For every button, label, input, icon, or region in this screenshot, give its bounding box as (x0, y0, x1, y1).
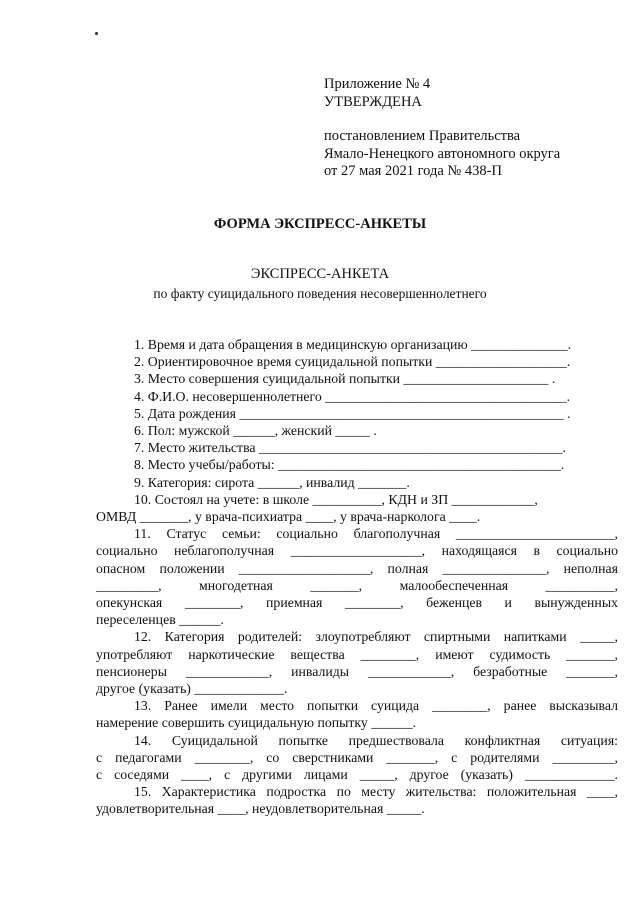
item-12: 12. Категория родителей: злоупотребляют спиртными напитками _____, (134, 629, 618, 645)
item-11-cont-4: опекунская ________, приемная ________, беженцев и вынужденных (96, 595, 618, 611)
item-8: 8. Место учебы/работы: _________________________________________. (134, 457, 565, 473)
item-12-cont-1: употребляют наркотические вещества ________, имеют судимость _______, (96, 646, 618, 662)
approved-label: УТВЕРЖДЕНА (324, 93, 422, 110)
item-11-cont-3: _________, многодетная _______, малообеспеченная __________, (96, 577, 618, 593)
item-12-cont-2: пенсионеры ____________, инвалиды ____________, безработные _______, (96, 663, 618, 679)
item-5: 5. Дата рождения _______________________________________________ . (134, 405, 571, 421)
item-11-cont-5: переселенцев ______. (96, 612, 224, 628)
survey-title: ЭКСПРЕСС-АНКЕТА (250, 266, 390, 282)
item-10-cont: ОМВД _______, у врача-психиатра ____, у врача-нарколога ____. (96, 509, 481, 525)
item-2: 2. Ориентировочное время суицидальной попытки ___________________. (134, 354, 571, 370)
item-1: 1. Время и дата обращения в медицинскую организацию ______________. (134, 337, 572, 352)
form-title: ФОРМА ЭКСПРЕСС-АНКЕТЫ (213, 216, 427, 232)
item-13-cont: намерение совершить суицидальную попытку ______. (96, 715, 417, 731)
item-7: 7. Место жительства ____________________________________________. (134, 440, 566, 456)
scan-speck (95, 32, 98, 35)
item-11-cont-2: опасном положении ___________________, полная _______________, неполная (96, 560, 618, 576)
item-6: 6. Пол: мужской ______, женский _____ . (134, 423, 377, 439)
decree-line-2: Ямало-Ненецкого автономного округа (324, 145, 561, 162)
item-13: 13. Ранее имели место попытки суицида ________, ранее высказывал (134, 698, 618, 714)
decree-line-1: постановлением Правительства (324, 128, 521, 144)
survey-subtitle: по факту суицидального поведения несовершеннолетнего (153, 286, 487, 301)
item-9: 9. Категория: сирота ______, инвалид _______. (134, 474, 410, 490)
item-3: 3. Место совершения суицидальной попытки _____________________ . (134, 371, 556, 387)
item-15-cont: удовлетворительная ____, неудовлетворительная _____. (96, 801, 425, 817)
item-12-cont-3: другое (указать) _____________. (96, 681, 288, 697)
appendix-label: Приложение № 4 (324, 76, 431, 92)
item-14: 14. Суицидальной попытке предшествовала конфликтная ситуация: (134, 732, 618, 748)
item-4: 4. Ф.И.О. несовершеннолетнего ___________________________________. (134, 388, 571, 404)
item-14-cont-1: с педагогами ________, со сверстниками _______, с родителями _________, (96, 749, 618, 765)
item-11: 11. Статус семьи: социально благополучная _______________________, (134, 526, 618, 542)
item-15: 15. Характеристика подростка по месту жительства: положительная ____, (134, 784, 618, 800)
item-11-cont-1: социально неблагополучная ___________________, находящаяся в социально (96, 543, 618, 559)
item-10: 10. Состоял на учете: в школе __________, КДН и ЗП ____________, (134, 491, 538, 507)
item-14-cont-2: с соседями ____, с другими лицами _____, другое (указать) _____________. (96, 767, 618, 783)
decree-line-3: от 27 мая 2021 года № 438-П (324, 163, 502, 179)
approval-header (324, 76, 560, 181)
survey-body (96, 336, 618, 818)
